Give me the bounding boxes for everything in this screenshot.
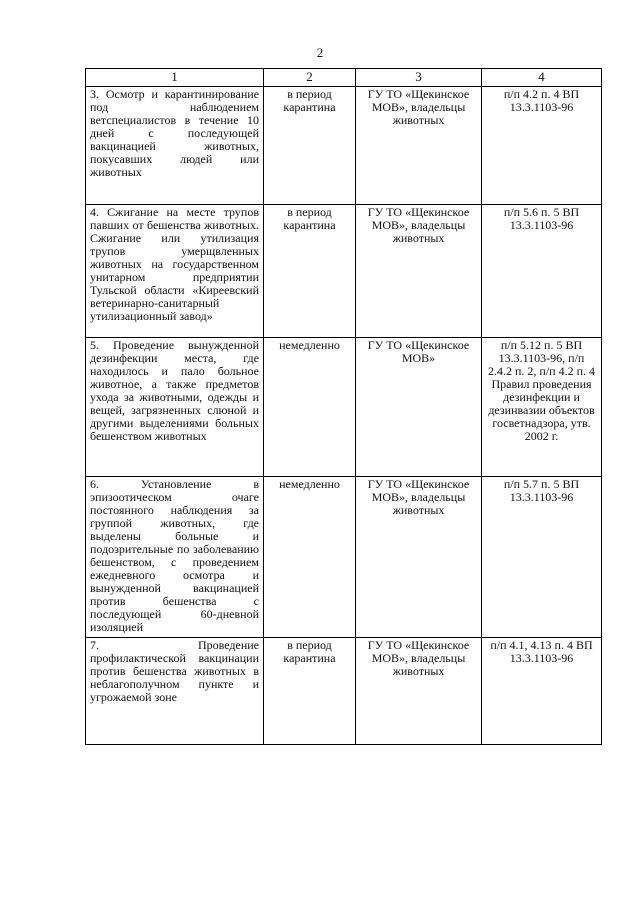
measure-action-cell: 6. Установление в эпизоотическом очаге постоянного наблюдения за группой животных, где выделены больные и подозрительные по заболеванию бешенством, с проведением ежедневного осмотра и вынужденной вакцинацией против бешенства с последующей 60-дневной изоляцией [86,477,264,638]
table-header-row [86,69,602,87]
measure-term-cell: в период карантина [264,87,356,205]
measure-basis-cell: п/п 5.12 п. 5 ВП 13.3.1103-96, п/п 2.4.2 п. 2, п/п 4.2 п. 4 Правил проведения дезинфекции и дезинвазии объектов госветнадзора, утв. 2002 г. [482,338,602,477]
measure-term-cell: немедленно [264,477,356,638]
measure-action-cell: 3. Осмотр и карантинирование под наблюдением ветспециалистов в течение 10 дней с последующей вакцинацией животных, покусавших людей или животных [86,87,264,205]
table-row [86,338,602,477]
table-row [86,477,602,638]
measure-responsible-cell: ГУ ТО «Щекинское МОВ», владельцы животных [356,87,482,205]
measure-responsible-cell: ГУ ТО «Щекинское МОВ», владельцы животных [356,638,482,745]
measure-basis-cell: п/п 5.6 п. 5 ВП 13.3.1103-96 [482,205,602,338]
column-header-2: 2 [264,69,356,87]
page-number: 2 [316,45,324,60]
column-header-3: 3 [356,69,482,87]
measure-basis-cell: п/п 4.2 п. 4 ВП 13.3.1103-96 [482,87,602,205]
table-row [86,205,602,338]
measure-term-cell: немедленно [264,338,356,477]
measures-table [85,68,602,745]
measure-action-cell: 5. Проведение вынужденной дезинфекции места, где находилось и пало больное животное, а также предметов ухода за животными, одежды и вещей, загрязненных слюной и другими выделениями больных бешенством животных [86,338,264,477]
measure-basis-cell: п/п 5.7 п. 5 ВП 13.3.1103-96 [482,477,602,638]
measure-responsible-cell: ГУ ТО «Щекинское МОВ» [356,338,482,477]
measure-responsible-cell: ГУ ТО «Щекинское МОВ», владельцы животных [356,205,482,338]
column-header-4: 4 [482,69,602,87]
measure-responsible-cell: ГУ ТО «Щекинское МОВ», владельцы животных [356,477,482,638]
measure-action-cell: 4. Сжигание на месте трупов павших от бешенства животных. Сжигание или утилизация трупов умерщвленных животных на государственном унитарном предприятии Тульской области «Киреевский ветеринарно-санитарный утилизационный завод» [86,205,264,338]
measure-term-cell: в период карантина [264,205,356,338]
table-row [86,87,602,205]
table-row [86,638,602,745]
measure-basis-cell: п/п 4.1, 4.13 п. 4 ВП 13.3.1103-96 [482,638,602,745]
measure-action-cell: 7. Проведение профилактической вакцинации против бешенства животных в неблагополучном пункте и угрожаемой зоне [86,638,264,745]
column-header-1: 1 [86,69,264,87]
measure-term-cell: в период карантина [264,638,356,745]
